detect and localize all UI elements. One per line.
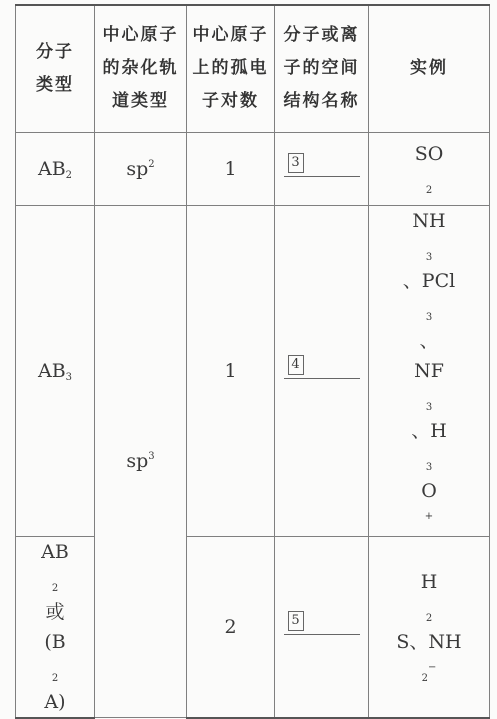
formula-fragment: 2 <box>425 612 433 624</box>
examples-cell <box>369 132 490 205</box>
examples-cell <box>369 536 490 718</box>
formula-fragment: − <box>427 661 437 673</box>
formula-fragment: 3 <box>425 311 433 323</box>
table-row <box>16 132 490 205</box>
molecule-type-cell: $AB_2$ <box>16 132 95 205</box>
blank-number: 5 <box>288 611 304 631</box>
molecule-structure-table <box>15 4 490 719</box>
formula-fragment: NF <box>414 359 444 382</box>
formula-fragment: 2 <box>421 672 428 684</box>
formula-fragment: NH <box>412 209 446 232</box>
lone-pair-cell: 1 <box>187 205 275 536</box>
header-examples: 实例 <box>369 5 490 132</box>
fill-in-blank[interactable] <box>284 354 360 379</box>
molecule-type-cell: $AB_3$ <box>16 205 95 536</box>
geometry-cell <box>275 536 369 718</box>
lone-pair-cell: 2 <box>187 536 275 718</box>
molecule-type-cell: AB $_2$ 或 (B $_2$ A) <box>16 536 95 718</box>
hybridization-cell: $sp^2$ <box>95 132 187 205</box>
examples-cell <box>369 205 490 536</box>
formula-fragment: H <box>420 570 438 593</box>
example-formula-line <box>369 206 489 356</box>
formula-fragment: O <box>421 479 437 502</box>
geometry-cell <box>275 132 369 205</box>
formula-fragment: 、H <box>411 419 447 442</box>
geometry-cell <box>275 205 369 536</box>
example-formula-line <box>369 139 489 199</box>
lone-pair-cell: 1 <box>187 132 275 205</box>
formula-fragment: 3 <box>425 461 433 473</box>
formula-fragment: 、PCl <box>402 269 456 292</box>
formula-fragment: 、 <box>419 329 439 352</box>
example-formula-line <box>369 567 489 687</box>
formula-fragment: SO <box>414 142 444 165</box>
formula-fragment: 2 <box>425 184 433 196</box>
formula-fragment: 3 <box>425 401 433 413</box>
table-row <box>16 536 490 718</box>
fill-in-blank[interactable] <box>284 610 360 635</box>
blank-number: 3 <box>288 153 304 173</box>
header-molecule-type: 分子 类型 <box>16 5 95 132</box>
fill-in-blank[interactable] <box>284 152 360 177</box>
table-row <box>16 205 490 536</box>
formula-fragment: + <box>424 510 434 522</box>
formula-fragment: 3 <box>425 251 433 263</box>
blank-number: 4 <box>288 355 304 375</box>
formula-fragment: S、NH <box>396 630 462 653</box>
header-geometry: 分子或离 子的空间 结构名称 <box>275 5 369 132</box>
header-row <box>16 5 490 132</box>
header-hybridization: 中心原子 的杂化轨 道类型 <box>95 5 187 132</box>
example-formula-line <box>369 356 489 536</box>
header-lone-pairs: 中心原子 上的孤电 子对数 <box>187 5 275 132</box>
hybridization-cell-merged: $sp^3$ <box>95 205 187 718</box>
